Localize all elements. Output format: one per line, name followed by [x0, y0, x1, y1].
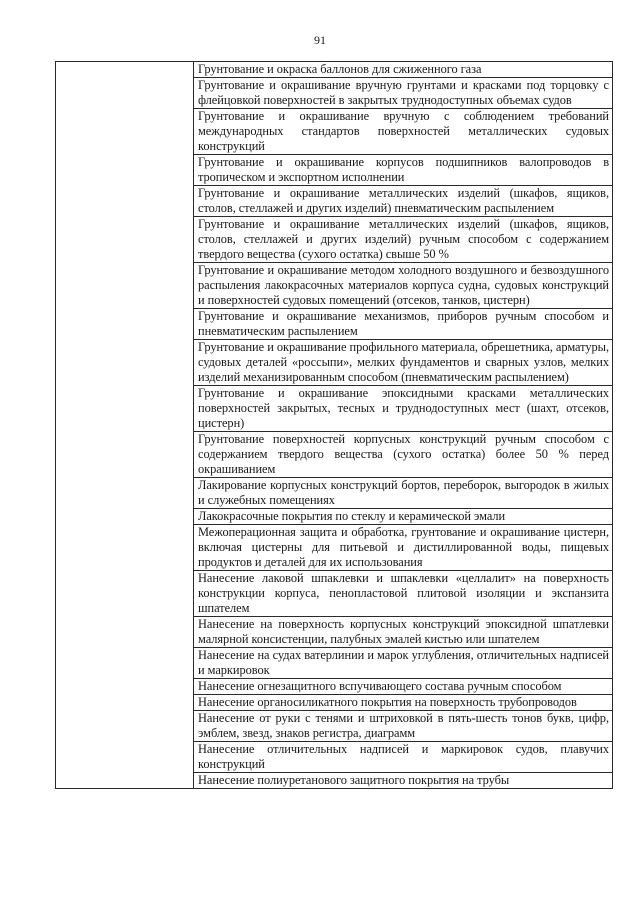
operation-description-cell: Грунтование и окрашивание вручную грунтами и красками под торцовку с флейцовкой поверхностей в закрытых труднодоступных объемах судов: [194, 78, 613, 109]
operation-description-cell: Грунтование поверхностей корпусных конструкций ручным способом с содержанием твердого вещества (сухого остатка) более 50 % перед окрашиванием: [194, 432, 613, 478]
operations-table-container: [55, 61, 613, 789]
operation-description-cell: Нанесение от руки с тенями и штриховкой в пять-шесть тонов букв, цифр, эмблем, звезд, знаков регистра, диаграмм: [194, 711, 613, 742]
operation-description-cell: Грунтование и окрашивание эпоксидными красками металлических поверхностей закрытых, тесных и труднодоступных мест (шахт, отсеков, цистерн): [194, 386, 613, 432]
operation-description-cell: Нанесение органосиликатного покрытия на поверхность трубопроводов: [194, 695, 613, 711]
operations-table-body: [56, 62, 613, 789]
operation-description-cell: Грунтование и окрашивание вручную с соблюдением требований международных стандартов поверхностей металлических судовых конструкций: [194, 109, 613, 155]
operation-description-cell: Грунтование и окрашивание профильного материала, обрешетника, арматуры, судовых деталей «россыпи», мелких фундаментов и сварных узлов, мелких изделий механизированным способом (пневматическим распылением): [194, 340, 613, 386]
page-number: 91: [314, 33, 326, 47]
operation-description-cell: Межоперационная защита и обработка, грунтование и окрашивание цистерн, включая цистерны для питьевой и дистиллированной воды, пищевых продуктов и деталей для их использования: [194, 525, 613, 571]
operations-table: [55, 61, 613, 789]
operation-description-cell: Грунтование и окрашивание металлических изделий (шкафов, ящиков, столов, стеллажей и других изделий) пневматическим распылением: [194, 186, 613, 217]
operation-description-cell: Грунтование и окрашивание методом холодного воздушного и безвоздушного распыления лакокрасочных материалов корпуса судна, судовых конструкций и поверхностей судовых помещений (отсеков, танков, цистерн): [194, 263, 613, 309]
operation-description-cell: Нанесение на поверхность корпусных конструкций эпоксидной шпатлевки малярной консистенции, палубных эмалей кистью или шпателем: [194, 617, 613, 648]
operation-description-cell: Лакокрасочные покрытия по стеклу и керамической эмали: [194, 509, 613, 525]
operation-description-cell: Нанесение полиуретанового защитного покрытия на трубы: [194, 773, 613, 789]
operation-description-cell: Грунтование и окрашивание металлических изделий (шкафов, ящиков, столов, стеллажей и других изделий) ручным способом с содержанием твердого вещества (сухого остатка) свыше 50 %: [194, 217, 613, 263]
operation-description-cell: Лакирование корпусных конструкций бортов, переборок, выгородок в жилых и служебных помещениях: [194, 478, 613, 509]
operation-description-cell: Нанесение на судах ватерлинии и марок углубления, отличительных надписей и маркировок: [194, 648, 613, 679]
operation-description-cell: Нанесение лаковой шпаклевки и шпаклевки «целлалит» на поверхность конструкции корпуса, пенопластовой плитовой изоляции и экспанзита шпателем: [194, 571, 613, 617]
operation-description-cell: Нанесение огнезащитного вспучивающего состава ручным способом: [194, 679, 613, 695]
operation-description-cell: Нанесение отличительных надписей и маркировок судов, плавучих конструкций: [194, 742, 613, 773]
table-row: [56, 62, 613, 78]
empty-left-column-cell: [56, 62, 194, 789]
operation-description-cell: Грунтование и окраска баллонов для сжиженного газа: [194, 62, 613, 78]
operation-description-cell: Грунтование и окрашивание корпусов подшипников валопроводов в тропическом и экспортном исполнении: [194, 155, 613, 186]
operation-description-cell: Грунтование и окрашивание механизмов, приборов ручным способом и пневматическим распылением: [194, 309, 613, 340]
